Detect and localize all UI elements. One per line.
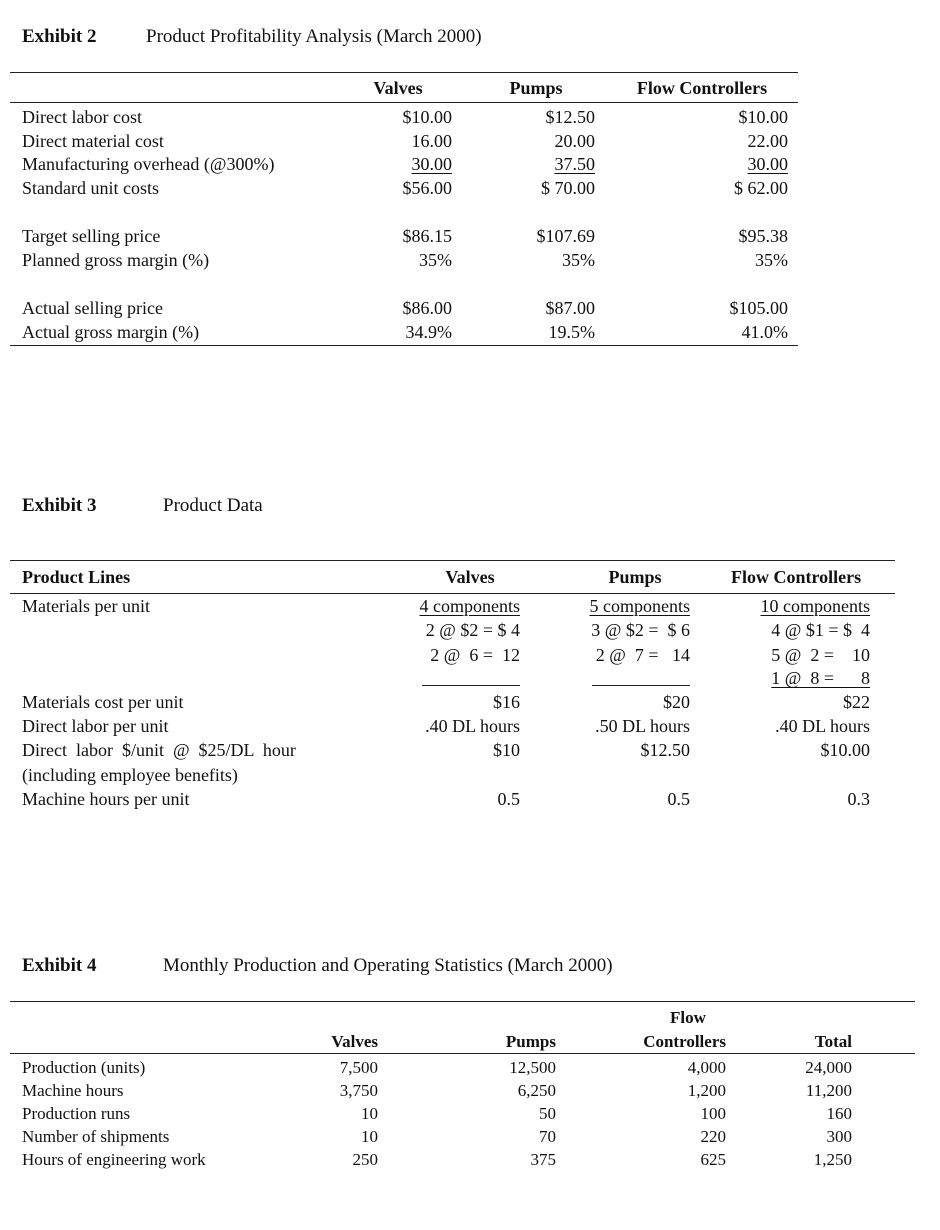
cell-flow: 41.0% xyxy=(741,322,788,342)
materials-label: Materials per unit xyxy=(22,596,150,616)
materials-pumps-line: 3 @ $2 = $ 6 xyxy=(591,620,690,640)
cell-pumps: 0.5 xyxy=(667,789,690,809)
materials-flow-components: 10 components xyxy=(760,596,870,616)
exhibit-2-title: Product Profitability Analysis (March 2000) xyxy=(146,26,482,47)
exhibit-3-header-rule xyxy=(10,593,895,594)
cell-valves: 35% xyxy=(419,250,452,270)
cell-total: 160 xyxy=(826,1104,852,1123)
materials-valves-total-rule xyxy=(422,685,520,686)
cell-flow: 0.3 xyxy=(847,789,870,809)
materials-pumps-line xyxy=(540,596,690,617)
cell-flow-text: 30.00 xyxy=(747,154,788,174)
cell-valves: $86.00 xyxy=(402,298,452,318)
cell-flow: .40 DL hours xyxy=(775,716,870,736)
row-label: (including employee benefits) xyxy=(22,765,238,785)
exhibit-4-col-pumps: Pumps xyxy=(505,1032,556,1051)
cell-flow: 35% xyxy=(755,250,788,270)
row-label: Direct labor per unit xyxy=(22,716,169,736)
row-label: Machine hours xyxy=(22,1081,124,1100)
cell-valves: $56.00 xyxy=(402,178,452,198)
exhibit-4-col-valves: Valves xyxy=(331,1032,378,1051)
exhibit-3-col-valves: Valves xyxy=(445,567,495,587)
materials-valves-line xyxy=(370,596,520,617)
cell-pumps: 50 xyxy=(539,1104,556,1123)
exhibit-3-col-pumps: Pumps xyxy=(608,567,662,587)
exhibit-4-col-flow: Flow xyxy=(670,1008,706,1027)
exhibit-4-col-controllers: Controllers xyxy=(643,1032,726,1051)
cell-total: 300 xyxy=(826,1127,852,1146)
exhibit-2-label: Exhibit 2 xyxy=(22,26,97,47)
row-label: Target selling price xyxy=(22,226,161,246)
materials-flow-line xyxy=(700,596,870,617)
row-label: Production (units) xyxy=(22,1058,146,1077)
cell-flow: $10.00 xyxy=(738,107,788,127)
exhibit-4-col-total: Total xyxy=(814,1032,852,1051)
row-label: Actual selling price xyxy=(22,298,163,318)
row-label: Direct labor cost xyxy=(22,107,142,127)
cell-flow: $10.00 xyxy=(820,740,870,760)
materials-pumps-line: 2 @ 7 = 14 xyxy=(595,645,690,665)
cell-flow: 1,200 xyxy=(687,1081,726,1100)
cell-valves: 0.5 xyxy=(497,789,520,809)
cell-pumps: 375 xyxy=(530,1150,556,1169)
exhibit-2-header-rule xyxy=(10,102,798,103)
cell-pumps: 19.5% xyxy=(548,322,595,342)
cell-total: 1,250 xyxy=(813,1150,852,1169)
row-label: Machine hours per unit xyxy=(22,789,190,809)
cell-valves: 10 xyxy=(361,1104,378,1123)
cell-valves: $10 xyxy=(493,740,520,760)
exhibit-2-col-pumps: Pumps xyxy=(509,78,563,98)
exhibit-4-label: Exhibit 4 xyxy=(22,955,97,976)
materials-valves-components: 4 components xyxy=(419,596,520,616)
cell-flow: $22 xyxy=(843,692,870,712)
row-label: Manufacturing overhead (@300%) xyxy=(22,154,275,174)
exhibit-3-header-label: Product Lines xyxy=(22,567,131,587)
row-label: Actual gross margin (%) xyxy=(22,322,200,342)
materials-flow-last: 1 @ 8 = 8 xyxy=(771,668,870,688)
cell-flow xyxy=(688,154,788,175)
cell-valves: 3,750 xyxy=(339,1081,378,1100)
cell-total: 11,200 xyxy=(805,1081,852,1100)
cell-valves: $86.15 xyxy=(402,226,452,246)
row-label: Materials cost per unit xyxy=(22,692,184,712)
cell-flow: $105.00 xyxy=(729,298,788,318)
cell-pumps-text: 37.50 xyxy=(554,154,595,174)
row-label: Production runs xyxy=(22,1104,131,1123)
materials-valves-line: 2 @ 6 = 12 xyxy=(430,645,520,665)
cell-pumps: $20 xyxy=(663,692,690,712)
materials-valves-line: 2 @ $2 = $ 4 xyxy=(425,620,520,640)
cell-pumps: 12,500 xyxy=(509,1058,556,1077)
cell-flow: $ 62.00 xyxy=(734,178,788,198)
cell-valves: $10.00 xyxy=(402,107,452,127)
row-label: Number of shipments xyxy=(22,1127,170,1146)
cell-flow: 100 xyxy=(700,1104,726,1123)
cell-pumps: $107.69 xyxy=(536,226,595,246)
exhibit-4-title: Monthly Production and Operating Statistics (March 2000) xyxy=(163,955,613,976)
cell-pumps: $87.00 xyxy=(545,298,595,318)
cell-pumps xyxy=(495,154,595,175)
row-label: Hours of engineering work xyxy=(22,1150,206,1169)
cell-pumps: 6,250 xyxy=(517,1081,556,1100)
row-label: Direct labor $/unit @ $25/DL hour xyxy=(22,740,296,760)
row-label: Standard unit costs xyxy=(22,178,159,198)
cell-valves: 10 xyxy=(361,1127,378,1146)
exhibit-2-col-valves: Valves xyxy=(373,78,423,98)
cell-flow: 4,000 xyxy=(687,1058,726,1077)
cell-valves: 16.00 xyxy=(411,131,452,151)
cell-pumps: $12.50 xyxy=(640,740,690,760)
exhibit-4-top-rule xyxy=(10,1001,915,1002)
cell-valves: $16 xyxy=(493,692,520,712)
cell-flow: $95.38 xyxy=(738,226,788,246)
cell-flow: 625 xyxy=(700,1150,726,1169)
materials-flow-line: 5 @ 2 = 10 xyxy=(771,645,870,665)
cell-valves: .40 DL hours xyxy=(425,716,520,736)
cell-total: 24,000 xyxy=(805,1058,852,1077)
exhibit-3-title: Product Data xyxy=(163,495,263,516)
materials-pumps-components: 5 components xyxy=(589,596,690,616)
exhibit-3-label: Exhibit 3 xyxy=(22,495,97,516)
materials-flow-line xyxy=(700,668,870,689)
cell-pumps: 70 xyxy=(539,1127,556,1146)
cell-valves: 34.9% xyxy=(405,322,452,342)
cell-valves-text: 30.00 xyxy=(411,154,452,174)
cell-valves: 7,500 xyxy=(339,1058,378,1077)
cell-pumps: $12.50 xyxy=(545,107,595,127)
cell-pumps: 35% xyxy=(562,250,595,270)
materials-flow-line: 4 @ $1 = $ 4 xyxy=(771,620,870,640)
exhibit-3-top-rule xyxy=(10,560,895,561)
exhibit-2-bottom-rule xyxy=(10,345,798,346)
row-label: Planned gross margin (%) xyxy=(22,250,210,270)
cell-flow: 220 xyxy=(700,1127,726,1146)
materials-pumps-total-rule xyxy=(592,685,690,686)
cell-flow: 22.00 xyxy=(747,131,788,151)
exhibit-2-col-flow-controllers: Flow Controllers xyxy=(636,78,768,98)
cell-pumps: 20.00 xyxy=(554,131,595,151)
cell-valves xyxy=(352,154,452,175)
exhibit-4-header-rule xyxy=(10,1053,915,1054)
cell-pumps: $ 70.00 xyxy=(541,178,595,198)
cell-valves: 250 xyxy=(352,1150,378,1169)
cell-pumps: .50 DL hours xyxy=(595,716,690,736)
exhibit-3-col-flow-controllers: Flow Controllers xyxy=(731,567,862,587)
row-label: Direct material cost xyxy=(22,131,164,151)
exhibit-2-top-rule xyxy=(10,72,798,73)
